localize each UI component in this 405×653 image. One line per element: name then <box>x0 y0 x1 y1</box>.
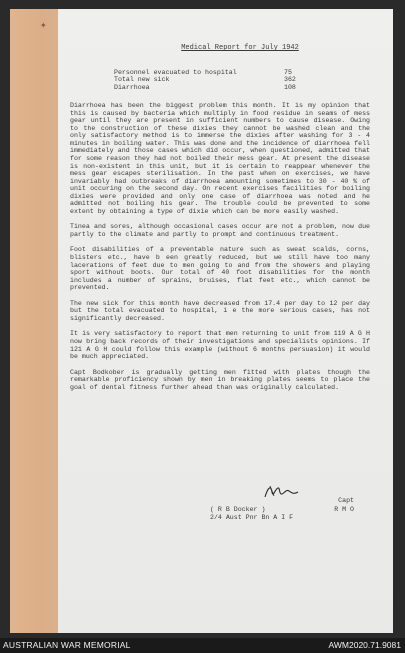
stat-label: Personnel evacuated to hospital <box>114 68 237 76</box>
signature-name: ( R B Docker ) <box>210 505 266 513</box>
stat-value: 75 <box>284 68 292 76</box>
paper-left-edge <box>10 9 58 633</box>
signature-rank: Capt <box>338 497 354 504</box>
paragraph-hospital: It is very satisfactory to report that men returning to unit from 119 A G H now bring back records of their investigations and specialists opinions. If 121 A G H could follow this example (without 6 months persuasion) it would be much appreciated. <box>70 330 370 361</box>
stat-row <box>114 84 304 92</box>
paragraph-tinea: Tinea and sores, although occasional cases occur are not a problem, now due partly to the climate and partly to prompt and continuous treatment. <box>70 223 370 238</box>
footer-bar <box>0 638 405 653</box>
paragraph-new-sick: The new sick for this month have decreased from 17.4 per day to 12 per day but the total evacuated to hospital, i e the more serious cases, has not significantly decreased. <box>70 299 370 322</box>
stat-value: 362 <box>284 76 296 84</box>
signature-line-3 <box>210 514 360 523</box>
stat-row <box>114 69 304 77</box>
paragraph-diarrhoea: Diarrhoea has been the biggest problem this month. It is my opinion that this is caused by bacteria which multiply in food residue in seams of mess gear until they are present in sufficient numbers to cause disease. Owing to the construction of these dixies they cannot be washed clean and the only satisfactory method is to immerse the dixies after washing for 3 - 4 minutes in boiling water. This was done and the incidence of diarrhoea fell immediately and those cases which did occur, when questioned, admitted that for some reason they had not boiled their mess gear. At present the disease is non-existent in this unit, but it is certain to reappear whenever the mess gear escapes sterilisation. In the past when on exercises, we have invariably had outbreaks of diarrhoea amounting sometimes to 30 - 40 % of unit occuring on the second day. On recent exercises facilities for boiling dixies were provided and only one case of diarrhoea was noted and he admitted not boiling his gear. The trouble could be prevented to some extent by obtaining a type of dixie which can be more easily washed. <box>70 102 370 215</box>
report-content <box>70 45 370 399</box>
stat-label: Diarrhoea <box>114 83 150 91</box>
paragraph-foot: Foot disabilities of a preventable nature such as sweat scalds, corns, blisters etc., have b een greatly reduced, but we still have too many lacerations of feet due to men going to and from the showers and playing sport without boots. Our total of 40 foot disabilities for the month includes a number of sprains, bruises, flat feet etc., which cannot be prevented. <box>70 246 370 292</box>
stat-row <box>114 76 304 84</box>
signature-block <box>210 497 360 523</box>
handwritten-signature <box>262 483 302 501</box>
signature-unit: 2/4 Aust Pnr Bn A I F <box>210 514 294 521</box>
signature-role: R M O <box>334 505 354 513</box>
paragraph-dental: Capt Bodkober is gradually getting men fitted with plates though the remarkable proficiency shown by men in breaking plates seems to place the goal of dental fitness further ahead than was originally calculated. <box>70 368 370 391</box>
document-page <box>10 9 393 633</box>
stat-label: Total new sick <box>114 76 170 84</box>
footer-institution: AUSTRALIAN WAR MEMORIAL <box>3 640 131 650</box>
punch-hole-mark: ✦ <box>40 21 47 30</box>
stats-block <box>114 69 370 92</box>
stat-value: 108 <box>284 83 296 91</box>
footer-accession-number: AWM2020.71.9081 <box>328 640 401 650</box>
signature-line-2 <box>210 506 360 515</box>
report-title: Medical Report for July 1942 <box>181 44 299 52</box>
